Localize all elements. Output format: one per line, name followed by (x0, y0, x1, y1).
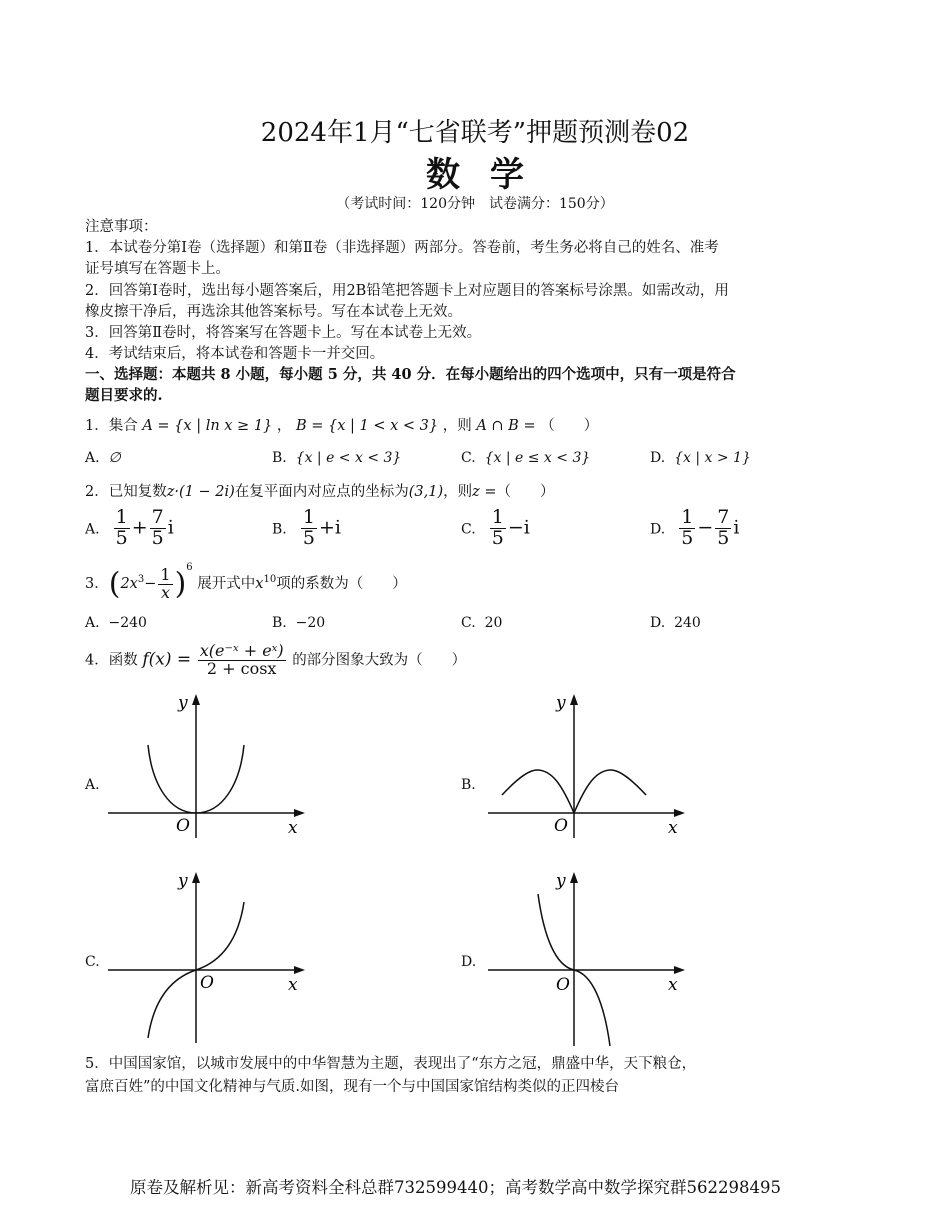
q1-option-b: B. {x | e < x < 3} (272, 450, 402, 466)
graph-b-label: B. (461, 777, 476, 793)
q1-tail: ，则 (442, 418, 472, 434)
q2-option-d: D. $\frac{1}{5}$ − $\frac{7}{5}$ i (650, 506, 740, 549)
question-4: 4．函数 f(x) = $\frac{\text{x(e⁻ˣ + eˣ)}}{2 + \cos x}$ 的部分图象大致为（ ） (85, 641, 467, 678)
graph-b (480, 690, 700, 840)
graph-b-y-label: y (556, 693, 566, 713)
graph-c-y-label: y (178, 871, 188, 891)
graph-a-x-label: x (288, 818, 298, 838)
q2-option-c: C. $\frac{1}{5}$ −i (461, 506, 530, 549)
question-3: 3．($2x^3-$ $\frac{1}{x}$ )$^6$ 展开式中$x^{10}$项的系数为（ ） (85, 562, 407, 602)
q1-set-a: A = {x | ln x ≥ 1} (142, 418, 273, 434)
notes-heading: 注意事项： (85, 219, 158, 235)
q1-set-b: B = {x | 1 < x < 3} (296, 418, 439, 434)
graph-c-origin: O (200, 973, 214, 993)
question-1 (85, 414, 598, 435)
q3-option-d: D. 240 (650, 615, 701, 631)
graph-c-label: C. (85, 954, 100, 970)
q3-option-a: A. −240 (85, 615, 147, 631)
q1-option-d: D. {x | x > 1} (650, 450, 751, 466)
q1-paren: （ ） (540, 418, 599, 434)
note-1a: 1．本试卷分第Ⅰ卷（选择题）和第Ⅱ卷（非选择题）两部分。答卷前，考生务必将自己的姓名、准考 (85, 240, 719, 256)
section-heading-1: 一、选择题：本题共 8 小题，每小题 5 分，共 40 分．在每小题给出的四个选项中，只有一项是符合 (85, 366, 736, 383)
q1-expr: A ∩ B = (476, 418, 536, 434)
note-4: 4．考试结束后，将本试卷和答题卡一并交回。 (85, 346, 385, 362)
q3-option-c: C. 20 (461, 615, 503, 631)
graph-d-y-label: y (556, 871, 566, 891)
q1-option-c: C. {x | e ≤ x < 3} (461, 450, 591, 466)
q2-option-b: B. $\frac{1}{5}$ +i (272, 506, 341, 549)
note-1b: 证号填写在答题卡上。 (85, 261, 230, 277)
page-title: 2024年1月“七省联考”押题预测卷02 (260, 118, 690, 148)
graph-a-y-label: y (178, 693, 188, 713)
graph-c-x-label: x (288, 975, 298, 995)
note-3: 3．回答第Ⅱ卷时，将答案写在答题卡上。写在本试卷上无效。 (85, 325, 482, 341)
q1-number: 1．集合 (85, 418, 138, 434)
graph-d-origin: O (556, 975, 570, 995)
note-2b: 橡皮擦干净后，再选涂其他答案标号。写在本试卷上无效。 (85, 304, 462, 320)
graph-a (100, 690, 320, 840)
question-5-line-1: 5．中国国家馆，以城市发展中的中华智慧为主题，表现出了“东方之冠，鼎盛中华，天下粮仓， (85, 1056, 697, 1072)
graph-d-label: D. (461, 954, 477, 970)
q1-sep: ， (276, 418, 292, 434)
q2-expr: z·(1 − 2i) (166, 484, 235, 500)
graph-d-x-label: x (668, 975, 678, 995)
graph-a-label: A. (85, 777, 100, 793)
question-2: 2．已知复数z·(1 − 2i)在复平面内对应点的坐标为(3,1)，则z =（ ） (85, 484, 555, 500)
graph-b-x-label: x (668, 818, 678, 838)
q2-option-a: A. $\frac{1}{5}$ + $\frac{7}{5}$ i (85, 506, 174, 549)
subject-heading: 数学 (426, 155, 554, 195)
section-heading-2: 题目要求的. (85, 387, 163, 404)
exam-info: （考试时间：120分钟 试卷满分：150分） (336, 196, 614, 212)
q1-option-a: A. ∅ (85, 450, 121, 466)
graph-d (480, 868, 700, 1048)
graph-b-origin: O (554, 816, 568, 836)
q3-option-b: B. −20 (272, 615, 326, 631)
q2-point: (3,1) (408, 484, 444, 500)
note-2a: 2．回答第Ⅰ卷时，选出每小题答案后，用2B铅笔把答题卡上对应题目的答案标号涂黑。如需改动，用 (85, 283, 729, 299)
graph-c (100, 868, 320, 1043)
question-5-line-2: 富庶百姓”的中国文化精神与气质.如图，现有一个与中国国家馆结构类似的正四棱台 (85, 1079, 620, 1095)
footer-note: 原卷及解析见：新高考资料全科总群732599440；高考数学高中数学探究群562298495 (130, 1178, 781, 1197)
graph-a-origin: O (176, 816, 190, 836)
